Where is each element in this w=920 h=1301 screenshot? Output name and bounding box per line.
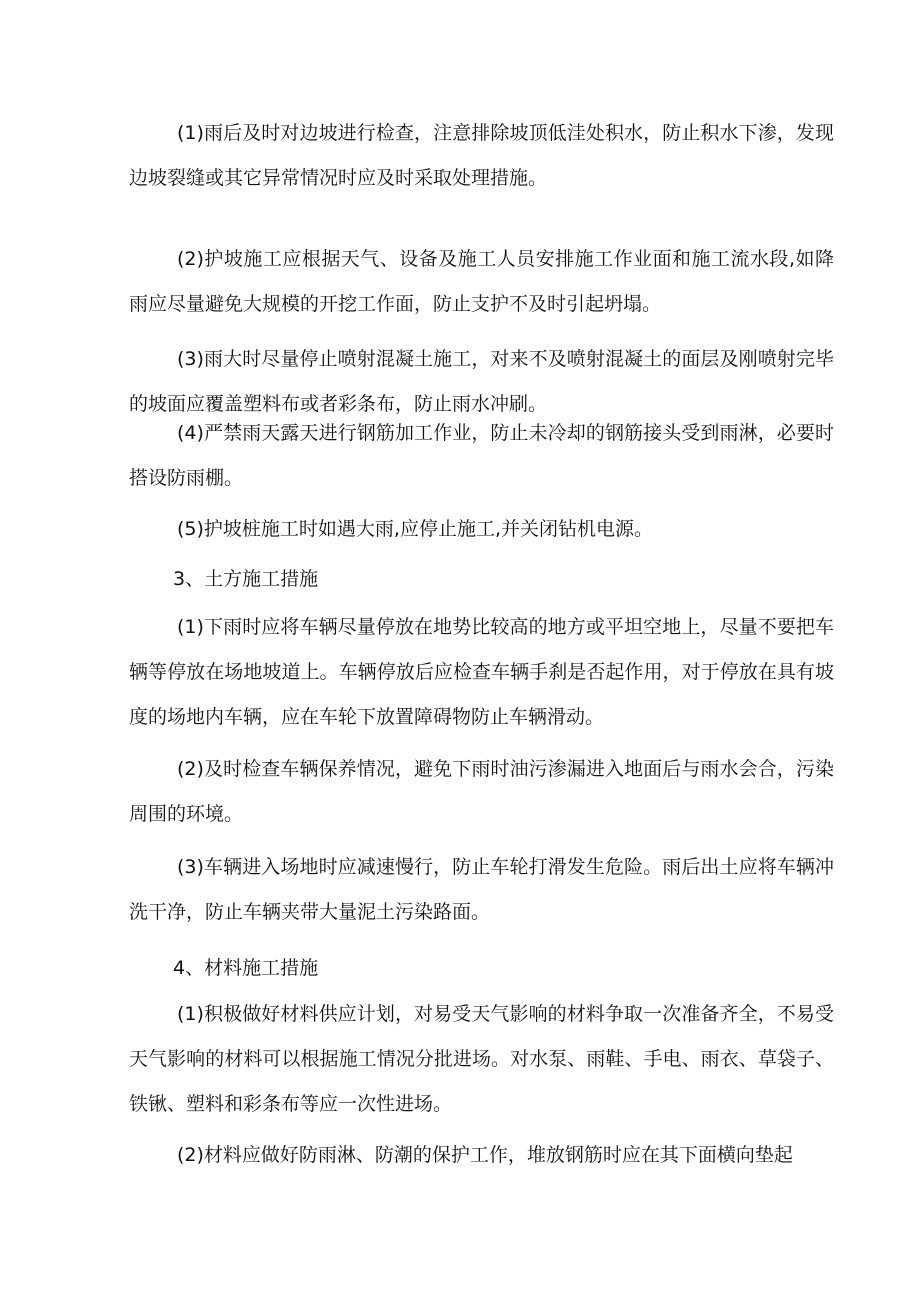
paragraph-shotcrete-suspension: (3)雨大时尽量停止喷射混凝土施工，对来不及喷射混凝土的面层及刚喷射完毕的坡面应覆盖塑料布或者彩条布，防止雨水冲刷。 — [129, 348, 834, 415]
paragraph-slope-protection-scheduling: (2)护坡施工应根据天气、设备及施工人员安排施工作业面和施工流水段,如降雨应尽量避免大规模的开挖工作面，防止支护不及时引起坍塌。 — [129, 248, 834, 315]
paragraph-material-supply: (1)积极做好材料供应计划，对易受天气影响的材料争取一次准备齐全，不易受天气影响的材料可以根据施工情况分批进场。对水泵、雨鞋、手电、雨衣、草袋子、铁锹、塑料和彩条布等应一次性进场。 — [129, 1003, 834, 1115]
paragraph-slope-inspection: (1)雨后及时对边坡进行检查，注意排除坡顶低洼处积水，防止积水下渗，发现边坡裂缝或其它异常情况时应及时采取处理措施。 — [129, 122, 834, 189]
paragraph-vehicle-maintenance: (2)及时检查车辆保养情况，避免下雨时油污渗漏进入地面后与雨水会合，污染周围的环境。 — [129, 758, 834, 825]
paragraph-pile-construction: (5)护坡桩施工时如遇大雨,应停止施工,并关闭钻机电源。 — [177, 518, 653, 540]
paragraph-material-protection: (2)材料应做好防雨淋、防潮的保护工作，堆放钢筋时应在其下面横向垫起 — [177, 1144, 793, 1166]
section-heading-earthwork: 3、土方施工措施 — [173, 568, 319, 590]
section-heading-materials: 4、材料施工措施 — [173, 957, 319, 979]
paragraph-rebar-processing: (4)严禁雨天露天进行钢筋加工作业，防止未冷却的钢筋接头受到雨淋，必要时搭设防雨棚。 — [129, 422, 834, 489]
paragraph-vehicle-speed: (3)车辆进入场地时应减速慢行，防止车轮打滑发生危险。雨后出土应将车辆冲洗干净，防止车辆夹带大量泥土污染路面。 — [129, 856, 834, 923]
paragraph-vehicle-parking: (1)下雨时应将车辆尽量停放在地势比较高的地方或平坦空地上，尽量不要把车辆等停放在场地坡道上。车辆停放后应检查车辆手刹是否起作用，对于停放在具有坡度的场地内车辆，应在车轮下放置障碍物防止车辆滑动。 — [129, 616, 834, 728]
